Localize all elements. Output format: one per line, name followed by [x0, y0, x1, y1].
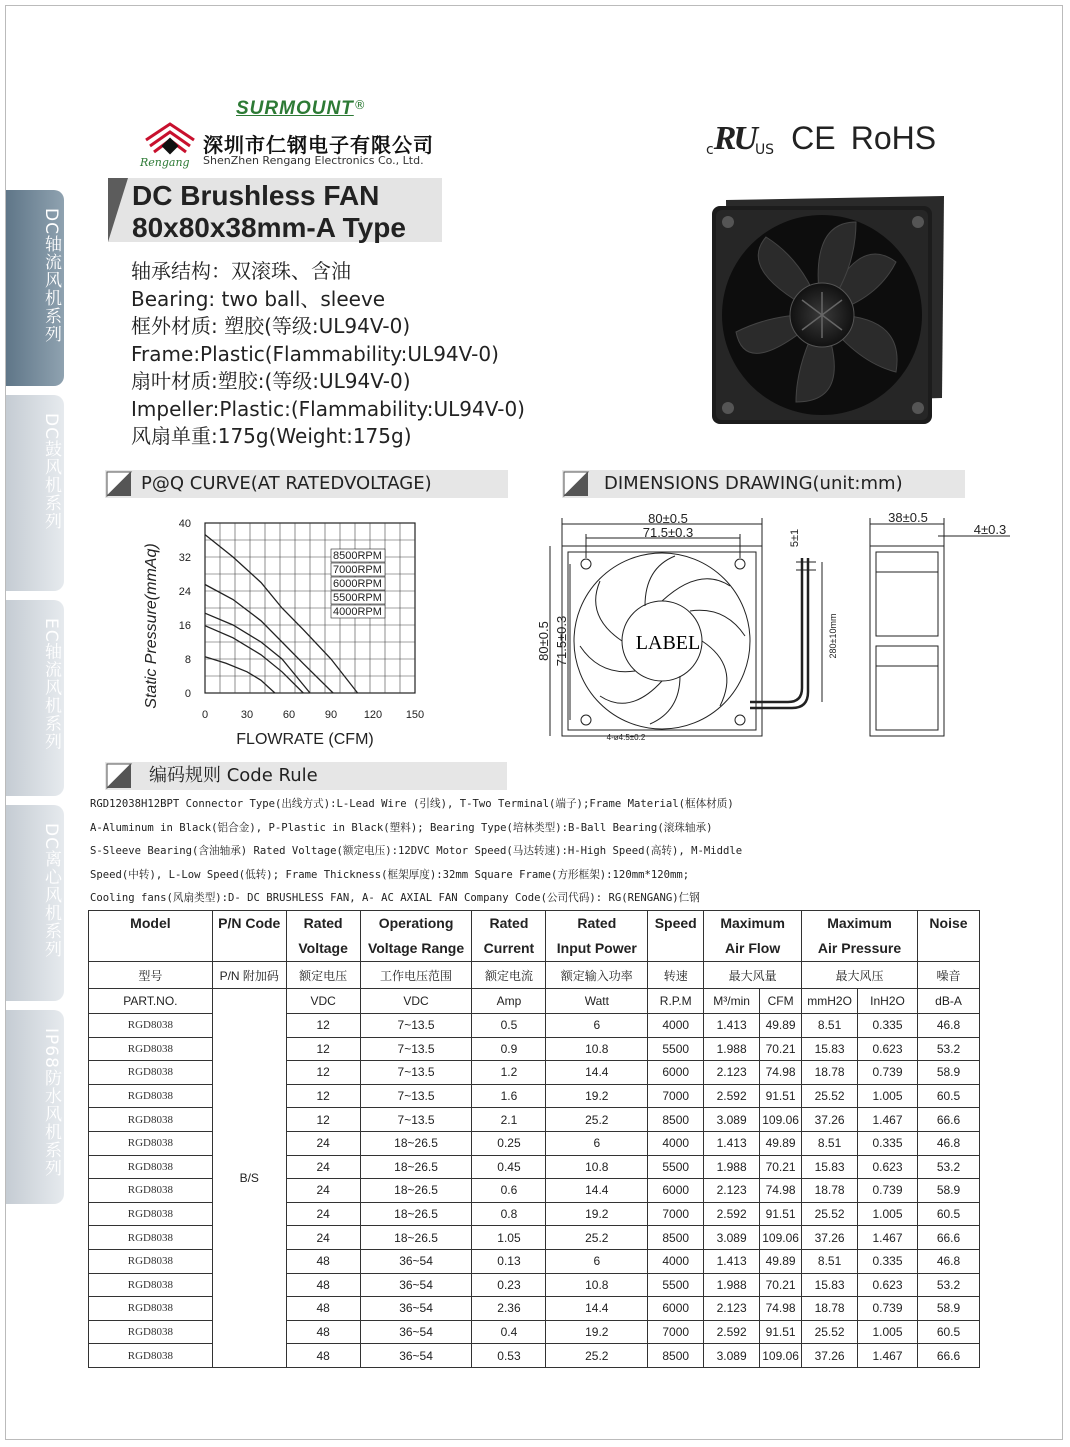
model-cell: RGD8038: [89, 1108, 213, 1132]
table-cell: 0.13: [472, 1249, 546, 1273]
table-cell: 0.6: [472, 1179, 546, 1203]
table-cell: 48: [286, 1320, 360, 1344]
dim-flange: 4±0.3: [973, 522, 1007, 537]
unit-cell: Amp: [472, 989, 546, 1014]
table-cell: 12: [286, 1061, 360, 1085]
table-cell: 4000: [648, 1131, 704, 1155]
unit-cell: mmH2O: [802, 989, 858, 1014]
header-text: Noise: [929, 915, 968, 931]
table-cell: 1.005: [858, 1320, 918, 1344]
table-cell: 0.45: [472, 1155, 546, 1179]
table-cell: 70.21: [760, 1037, 802, 1061]
table-cell: 25.2: [546, 1108, 648, 1132]
table-cell: 91.51: [760, 1084, 802, 1108]
table-cell: 49.89: [760, 1131, 802, 1155]
table-cell: 1.988: [704, 1273, 760, 1297]
spec-frame-cn: 框外材质: 塑胶(等级:UL94V-0): [131, 314, 411, 338]
table-cell: 8.51: [802, 1014, 858, 1038]
table-cell: 18~26.5: [360, 1179, 472, 1203]
table-cell: 70.21: [760, 1273, 802, 1297]
table-cell: 4000: [648, 1014, 704, 1038]
table-cell: 60.5: [917, 1320, 979, 1344]
model-cell: RGD8038: [89, 1155, 213, 1179]
dim-width-inner: 71.5±0.3: [642, 525, 694, 540]
code-rule-line: Cooling fans(风扇类型):D- DC BRUSHLESS FAN, A- AC AXIAL FAN Company Code(公司代码): RG(RENGANG)仁钢: [90, 892, 700, 904]
table-cell: 25.52: [802, 1084, 858, 1108]
unit-cell: dB-A: [917, 989, 979, 1014]
table-cell: 7000: [648, 1084, 704, 1108]
table-cell: 1.413: [704, 1249, 760, 1273]
table-cell: 0.739: [858, 1061, 918, 1085]
header-cn-cell: 转速: [648, 962, 704, 989]
table-cell: 2.36: [472, 1297, 546, 1321]
model-cell: RGD8038: [89, 1344, 213, 1368]
table-cell: 25.52: [802, 1320, 858, 1344]
header-text: Air Pressure: [817, 940, 902, 956]
registered-mark: ®: [353, 98, 366, 112]
table-cell: 6: [546, 1249, 648, 1273]
section-title: DIMENSIONS DRAWING(unit:mm): [604, 473, 903, 494]
spec-bearing-cn: 轴承结构：双滚珠、含油: [131, 259, 351, 283]
table-cell: 1.005: [858, 1084, 918, 1108]
table-cell: 0.335: [858, 1014, 918, 1038]
table-cell: 7000: [648, 1320, 704, 1344]
side-tab-ec-axial[interactable]: EC轴流风机系列: [6, 600, 64, 796]
table-cell: 24: [286, 1226, 360, 1250]
table-cell: 0.623: [858, 1273, 918, 1297]
model-cell: RGD8038: [89, 1014, 213, 1038]
spec-weight: 风扇单重:175g(Weight:175g): [131, 424, 412, 448]
header-cn-cell: 额定电流: [472, 962, 546, 989]
header-text: Rated: [577, 915, 617, 931]
table-cell: 36~54: [360, 1249, 472, 1273]
table-cell: 1.988: [704, 1037, 760, 1061]
table-cell: 18~26.5: [360, 1131, 472, 1155]
header-model: [89, 911, 213, 962]
spec-impeller-en: Impeller:Plastic:(Flammability:UL94V-0): [131, 396, 525, 421]
table-cell: 70.21: [760, 1155, 802, 1179]
unit-cell: VDC: [360, 989, 472, 1014]
header-voltage: [286, 911, 360, 962]
table-cell: 19.2: [546, 1202, 648, 1226]
table-cell: 18.78: [802, 1297, 858, 1321]
header-pressure: [802, 911, 918, 962]
table-cell: 7000: [648, 1202, 704, 1226]
header-text: Maximum: [827, 915, 892, 931]
table-cell: 25.2: [546, 1226, 648, 1250]
table-cell: 7~13.5: [360, 1084, 472, 1108]
table-cell: 2.592: [704, 1084, 760, 1108]
section-title: P@Q CURVE(AT RATEDVOLTAGE): [141, 473, 432, 494]
header-power: [546, 911, 648, 962]
table-cell: 0.8: [472, 1202, 546, 1226]
model-cell: RGD8038: [89, 1273, 213, 1297]
spec-frame-en: Frame:Plastic(Flammability:UL94V-0): [131, 341, 499, 366]
code-rule-line: RGD12038H12BPT Connector Type(出线方式):L-Lead Wire (引线), T-Two Terminal(端子);Frame Material(框体材质): [90, 798, 734, 810]
table-cell: 8500: [648, 1344, 704, 1368]
table-cell: 60.5: [917, 1202, 979, 1226]
dim-height-outer: 80±0.5: [536, 621, 551, 661]
table-cell: 1.05: [472, 1226, 546, 1250]
header-noise: [917, 911, 979, 962]
unit-cell: PART.NO.: [89, 989, 213, 1014]
table-cell: 36~54: [360, 1344, 472, 1368]
fan-photo: [706, 192, 946, 428]
header-text: Rated: [303, 915, 343, 931]
header-text: Voltage: [298, 940, 348, 956]
table-cell: 53.2: [917, 1155, 979, 1179]
dimensions-drawing: [536, 506, 1020, 746]
legend-label: 6000RPM: [333, 578, 382, 590]
table-cell: 7~13.5: [360, 1037, 472, 1061]
x-tick-label: 150: [405, 709, 425, 721]
x-tick-label: 90: [324, 709, 338, 721]
company-name-en: ShenZhen Rengang Electronics Co., Ltd.: [203, 154, 424, 167]
table-cell: 1.988: [704, 1155, 760, 1179]
table-cell: 58.9: [917, 1179, 979, 1203]
company-name-cn: 深圳市仁钢电子有限公司: [203, 133, 434, 157]
table-cell: 3.089: [704, 1108, 760, 1132]
header-cn-cell: 额定输入功率: [546, 962, 648, 989]
section-code-rule: [105, 762, 507, 790]
y-tick-label: 32: [178, 552, 191, 564]
section-marker-icon: [562, 470, 588, 496]
table-cell: 18.78: [802, 1179, 858, 1203]
table-cell: 0.335: [858, 1131, 918, 1155]
y-tick-label: 16: [178, 620, 191, 632]
title-line-2: 80x80x38mm-A Type: [132, 212, 406, 243]
ul-c-text: c: [706, 142, 714, 158]
model-cell: RGD8038: [89, 1084, 213, 1108]
dim-lead-gap: 5±1: [789, 528, 801, 548]
header-cn-cell: P/N 附加码: [212, 962, 286, 989]
x-tick-label: 120: [363, 709, 383, 721]
dim-lead-length: 280±10mm: [828, 613, 838, 659]
section-marker-icon: [105, 762, 131, 788]
table-cell: 2.123: [704, 1179, 760, 1203]
table-cell: 24: [286, 1155, 360, 1179]
units-row: [89, 989, 980, 1014]
table-cell: 58.9: [917, 1297, 979, 1321]
table-cell: 10.8: [546, 1037, 648, 1061]
table-cell: 6000: [648, 1179, 704, 1203]
table-cell: 1.6: [472, 1084, 546, 1108]
rohs-mark: RoHS: [850, 120, 937, 156]
table-cell: 15.83: [802, 1273, 858, 1297]
table-cell: 48: [286, 1344, 360, 1368]
pn-code-cell: B/S: [212, 989, 286, 1368]
dim-holes: 4-ø4.5±0.2: [606, 733, 646, 742]
table-cell: 0.335: [858, 1249, 918, 1273]
table-cell: 36~54: [360, 1297, 472, 1321]
table-cell: 109.06: [760, 1344, 802, 1368]
unit-cell: InH2O: [858, 989, 918, 1014]
table-cell: 10.8: [546, 1155, 648, 1179]
fan-label-text: LABEL: [635, 632, 701, 654]
spec-table: [88, 910, 980, 1368]
spec-bearing-en: Bearing: two ball、sleeve: [131, 286, 386, 311]
table-cell: 66.6: [917, 1344, 979, 1368]
table-cell: 6: [546, 1131, 648, 1155]
x-tick-label: 60: [282, 709, 296, 721]
table-cell: 74.98: [760, 1061, 802, 1085]
table-cell: 12: [286, 1014, 360, 1038]
header-cn-cell: 型号: [89, 962, 213, 989]
cert-marks: [706, 120, 936, 160]
ul-us-text: US: [754, 142, 775, 158]
table-cell: 19.2: [546, 1084, 648, 1108]
table-cell: 24: [286, 1179, 360, 1203]
table-cell: 2.123: [704, 1061, 760, 1085]
side-tab-dc-centrifugal[interactable]: DC离心风机系列: [6, 805, 64, 1001]
side-tab-dc-blower[interactable]: DC鼓风机系列: [6, 395, 64, 591]
x-axis-label: FLOWRATE (CFM): [236, 731, 374, 748]
table-cell: 53.2: [917, 1037, 979, 1061]
section-pq-curve: [105, 470, 508, 498]
table-cell: 3.089: [704, 1226, 760, 1250]
table-cell: 1.467: [858, 1226, 918, 1250]
ul-mark-icon: RU: [713, 120, 755, 157]
model-cell: RGD8038: [89, 1320, 213, 1344]
table-cell: 37.26: [802, 1108, 858, 1132]
header-cn-cell: 工作电压范围: [360, 962, 472, 989]
table-cell: 12: [286, 1084, 360, 1108]
header-current: [472, 911, 546, 962]
side-tab-dc-axial[interactable]: DC轴流风机系列: [6, 190, 64, 386]
code-rule-text: [90, 793, 742, 911]
header-row: [89, 911, 980, 962]
unit-cell: VDC: [286, 989, 360, 1014]
table-cell: 2.123: [704, 1297, 760, 1321]
table-cell: 109.06: [760, 1226, 802, 1250]
table-cell: 49.89: [760, 1249, 802, 1273]
table-cell: 7~13.5: [360, 1061, 472, 1085]
table-cell: 7~13.5: [360, 1108, 472, 1132]
table-cell: 91.51: [760, 1320, 802, 1344]
table-cell: 1.467: [858, 1108, 918, 1132]
table-cell: 5500: [648, 1273, 704, 1297]
table-cell: 37.26: [802, 1344, 858, 1368]
table-cell: 12: [286, 1037, 360, 1061]
table-cell: 74.98: [760, 1297, 802, 1321]
code-rule-line: Speed(中转), L-Low Speed(低转); Frame Thickness(框架厚度):32mm Square Frame(方形框架):120mm*120mm;: [90, 868, 690, 881]
table-cell: 37.26: [802, 1226, 858, 1250]
header-text: Model: [130, 915, 171, 931]
legend-label: 4000RPM: [333, 606, 382, 618]
table-cell: 1.413: [704, 1014, 760, 1038]
table-cell: 0.23: [472, 1273, 546, 1297]
header-text: Air Flow: [725, 940, 781, 956]
spec-impeller-cn: 扇叶材质:塑胶:(等级:UL94V-0): [131, 369, 411, 393]
table-cell: 0.9: [472, 1037, 546, 1061]
header-text: Maximum: [720, 915, 785, 931]
section-title: 编码规则 Code Rule: [149, 765, 318, 786]
chart-legend: [331, 549, 385, 618]
y-axis-label: Static Pressure(mmAq): [143, 543, 160, 709]
table-cell: 14.4: [546, 1061, 648, 1085]
table-cell: 24: [286, 1131, 360, 1155]
header-text: Current: [483, 940, 535, 956]
ce-mark-icon: CE: [791, 120, 836, 156]
table-cell: 1.413: [704, 1131, 760, 1155]
y-tick-label: 40: [178, 518, 191, 530]
header-text: Voltage Range: [367, 940, 465, 956]
y-tick-label: 24: [178, 586, 191, 598]
table-cell: 0.5: [472, 1014, 546, 1038]
model-cell: RGD8038: [89, 1226, 213, 1250]
header-text: Speed: [654, 915, 697, 931]
header-cn-cell: 噪音: [917, 962, 979, 989]
table-cell: 91.51: [760, 1202, 802, 1226]
table-cell: 3.089: [704, 1344, 760, 1368]
legend-label: 5500RPM: [333, 592, 382, 604]
header-text: P/N Code: [218, 915, 281, 931]
x-tick-label: 30: [240, 709, 254, 721]
table-cell: 66.6: [917, 1108, 979, 1132]
x-tick-label: 0: [201, 709, 209, 721]
table-cell: 58.9: [917, 1061, 979, 1085]
header-cn-row: [89, 962, 980, 989]
model-cell: RGD8038: [89, 1297, 213, 1321]
spec-list: [131, 258, 525, 451]
header-cn-cell: 最大风压: [802, 962, 918, 989]
table-cell: 2.592: [704, 1202, 760, 1226]
table-cell: 0.53: [472, 1344, 546, 1368]
dim-width-outer: 80±0.5: [648, 511, 688, 526]
table-cell: 14.4: [546, 1179, 648, 1203]
model-cell: RGD8038: [89, 1061, 213, 1085]
legend-label: 8500RPM: [333, 550, 382, 562]
table-cell: 10.8: [546, 1273, 648, 1297]
table-cell: 53.2: [917, 1273, 979, 1297]
pq-curve-chart: [130, 508, 450, 753]
table-cell: 66.6: [917, 1226, 979, 1250]
header-text: Input Power: [556, 940, 637, 956]
header-cn-cell: 额定电压: [286, 962, 360, 989]
table-cell: 18~26.5: [360, 1226, 472, 1250]
table-cell: 46.8: [917, 1131, 979, 1155]
unit-cell: R.P.M: [648, 989, 704, 1014]
table-cell: 18~26.5: [360, 1202, 472, 1226]
dim-depth: 38±0.5: [888, 510, 928, 525]
table-cell: 5500: [648, 1155, 704, 1179]
table-cell: 1.467: [858, 1344, 918, 1368]
table-cell: 0.739: [858, 1179, 918, 1203]
brand-name: SURMOUNT: [236, 98, 354, 119]
table-cell: 18~26.5: [360, 1155, 472, 1179]
logo-caption: Rengang: [140, 156, 190, 169]
table-cell: 60.5: [917, 1084, 979, 1108]
table-cell: 74.98: [760, 1179, 802, 1203]
table-cell: 36~54: [360, 1273, 472, 1297]
table-cell: 15.83: [802, 1037, 858, 1061]
table-cell: 6: [546, 1014, 648, 1038]
table-cell: 15.83: [802, 1155, 858, 1179]
unit-cell: CFM: [760, 989, 802, 1014]
section-dimensions: [562, 470, 965, 498]
header-text: Operationg: [378, 915, 454, 931]
table-cell: 1.2: [472, 1061, 546, 1085]
y-tick-label: 0: [184, 688, 191, 700]
table-cell: 19.2: [546, 1320, 648, 1344]
table-cell: 25.52: [802, 1202, 858, 1226]
table-cell: 24: [286, 1202, 360, 1226]
surmount-brand: [236, 98, 366, 120]
header-cn-cell: 最大风量: [704, 962, 802, 989]
table-cell: 8.51: [802, 1249, 858, 1273]
table-cell: 0.4: [472, 1320, 546, 1344]
table-cell: 8500: [648, 1226, 704, 1250]
table-cell: 14.4: [546, 1297, 648, 1321]
series-line-7000rpm: [205, 585, 333, 694]
table-cell: 109.06: [760, 1108, 802, 1132]
table-cell: 48: [286, 1297, 360, 1321]
code-rule-line: S-Sleeve Bearing(含油轴承) Rated Voltage(额定电压):12DVC Motor Speed(马达转速):H-High Speed(高转), M-Middle: [90, 845, 743, 857]
model-cell: RGD8038: [89, 1131, 213, 1155]
table-cell: 0.623: [858, 1037, 918, 1061]
table-cell: 48: [286, 1249, 360, 1273]
unit-cell: Watt: [546, 989, 648, 1014]
table-cell: 1.005: [858, 1202, 918, 1226]
model-cell: RGD8038: [89, 1179, 213, 1203]
table-cell: 46.8: [917, 1249, 979, 1273]
table-cell: 25.2: [546, 1344, 648, 1368]
table-cell: 0.739: [858, 1297, 918, 1321]
unit-cell: M³/min: [704, 989, 760, 1014]
table-cell: 2.1: [472, 1108, 546, 1132]
table-cell: 4000: [648, 1249, 704, 1273]
header-speed: [648, 911, 704, 962]
header-airflow: [704, 911, 802, 962]
table-body: [89, 989, 980, 1368]
y-tick-label: 8: [184, 654, 191, 666]
dim-height-inner: 71.5±0.3: [554, 615, 569, 667]
model-cell: RGD8038: [89, 1249, 213, 1273]
page-title: [132, 180, 406, 244]
table-cell: 6000: [648, 1297, 704, 1321]
table-cell: 2.592: [704, 1320, 760, 1344]
table-cell: 0.623: [858, 1155, 918, 1179]
header-voltage-range: [360, 911, 472, 962]
model-cell: RGD8038: [89, 1037, 213, 1061]
table-cell: 8500: [648, 1108, 704, 1132]
header-pn: [212, 911, 286, 962]
table-cell: 46.8: [917, 1014, 979, 1038]
table-cell: 18.78: [802, 1061, 858, 1085]
series-line-4000rpm: [205, 657, 275, 693]
legend-label: 7000RPM: [333, 564, 382, 576]
title-accent: [108, 178, 128, 242]
side-tab-ip68[interactable]: IP68防水风机系列: [6, 1010, 64, 1204]
table-cell: 8.51: [802, 1131, 858, 1155]
table-cell: 0.25: [472, 1131, 546, 1155]
code-rule-line: A-Aluminum in Black(铝合金), P-Plastic in Black(塑料); Bearing Type(培林类型):B-Ball Bearing(滚珠轴承): [90, 821, 713, 834]
header-text: Rated: [489, 915, 529, 931]
title-line-1: DC Brushless FAN: [132, 180, 380, 211]
table-cell: 48: [286, 1273, 360, 1297]
table-cell: 6000: [648, 1061, 704, 1085]
table-cell: 12: [286, 1108, 360, 1132]
section-marker-icon: [105, 470, 131, 496]
table-cell: 5500: [648, 1037, 704, 1061]
model-cell: RGD8038: [89, 1202, 213, 1226]
table-cell: 49.89: [760, 1014, 802, 1038]
table-cell: 36~54: [360, 1320, 472, 1344]
table-cell: 7~13.5: [360, 1014, 472, 1038]
